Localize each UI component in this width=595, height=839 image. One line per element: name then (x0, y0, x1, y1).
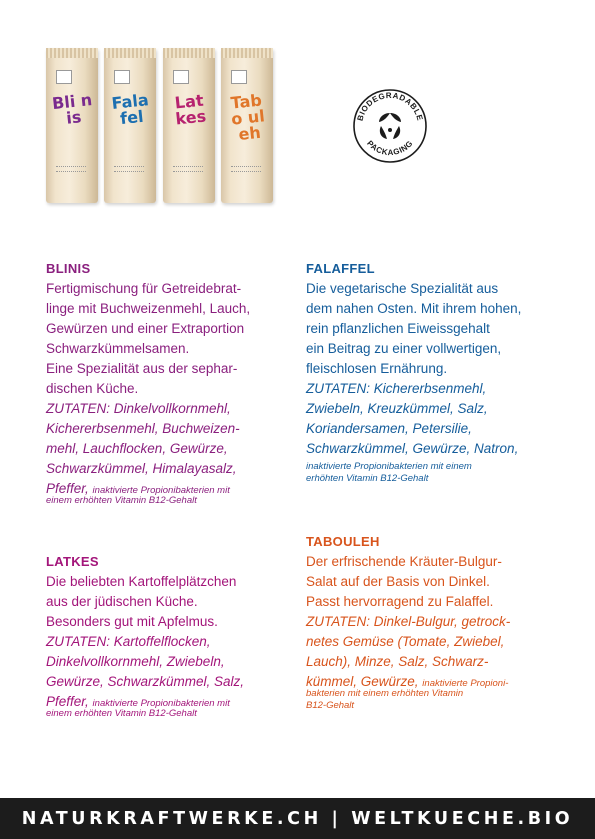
blinis-ingredients-line: ZUTATEN: Dinkelvollkornmehl, (46, 401, 231, 416)
blinis-last-ingredient: Pfeffer, (46, 481, 89, 496)
blinis-ingredients-line: mehl, Lauchflocken, Gewürze, (46, 441, 228, 456)
latkes-description-line: Die beliebten Kartoffelplätzchen (46, 574, 237, 589)
bag-crimp (163, 48, 215, 58)
falaffel-description-line: rein pflanzlichen Eiweissgehalt (306, 321, 490, 336)
brand-logo (114, 70, 130, 84)
bag-label: Lat kes (173, 90, 207, 129)
bag-label: Bli nis (51, 90, 94, 128)
footer-bar (0, 798, 595, 839)
tabouleh-last-ingredient: kümmel, Gewürze, (306, 674, 419, 689)
latkes-description-line: aus der jüdischen Küche. (46, 594, 198, 609)
latkes-vitamin-note: inaktivierte Propionibakterien mit (92, 698, 230, 709)
latkes-title: LATKES (46, 554, 99, 569)
falaffel-ingredients-line: ZUTATEN: Kichererbsenmehl, (306, 381, 487, 396)
tabouleh-ingredients-line: Lauch), Minze, Salz, Schwarz- (306, 654, 489, 669)
tabouleh-vitamin-note: B12-Gehalt (306, 700, 355, 711)
bag-info-text (231, 166, 261, 172)
brand-logo (173, 70, 189, 84)
tabouleh-description-line: Passt hervorragend zu Falaffel. (306, 594, 494, 609)
footer-websites: NATURKRAFTWERKE.CH | WELTKUECHE.BIO (21, 808, 574, 829)
tabouleh-section (306, 533, 556, 712)
badge-top-text: BIODEGRADABLE (355, 90, 425, 122)
blinis-title: BLINIS (46, 261, 91, 276)
latkes-description-line: Besonders gut mit Apfelmus. (46, 614, 218, 629)
bag-info-text (173, 166, 203, 172)
latkes-ingredients-line: Gewürze, Schwarzkümmel, Salz, (46, 674, 245, 689)
product-bag-tabouleh (221, 48, 273, 203)
latkes-last-ingredient: Pfeffer, (46, 694, 89, 709)
blinis-section (46, 260, 296, 507)
falaffel-ingredients-line: Zwiebeln, Kreuzkümmel, Salz, (306, 401, 488, 416)
tabouleh-ingredients-line: netes Gemüse (Tomate, Zwiebel, (306, 634, 505, 649)
brand-logo (56, 70, 72, 84)
blinis-description-line: Schwarzkümmelsamen. (46, 341, 190, 356)
tabouleh-description-line: Der erfrischende Kräuter-Bulgur- (306, 554, 502, 569)
latkes-ingredients-line: Dinkelvollkornmehl, Zwiebeln, (46, 654, 225, 669)
svg-text:BIODEGRADABLE (355, 91, 424, 122)
falaffel-description-line: fleischlosen Ernährung. (306, 361, 448, 376)
blinis-vitamin-note: inaktivierte Propionibakterien mit (92, 485, 230, 496)
falaffel-description-line: ein Beitrag zu einer vollwertigen, (306, 341, 502, 356)
tabouleh-vitamin-note: bakterien mit einem erhöhten Vitamin (306, 688, 464, 699)
falaffel-ingredients-line: Koriandersamen, Petersilie, (306, 421, 472, 436)
blinis-description-line: dischen Küche. (46, 381, 139, 396)
falaffel-title: FALAFFEL (306, 261, 375, 276)
falaffel-description-line: dem nahen Osten. Mit ihrem hohen, (306, 301, 522, 316)
bag-crimp (46, 48, 98, 58)
blinis-description-line: Eine Spezialität aus der sephar- (46, 361, 238, 376)
recycle-leaf-icon (379, 113, 401, 139)
blinis-description-line: linge mit Buchweizenmehl, Lauch, (46, 301, 251, 316)
product-bag-blinis (46, 48, 98, 203)
biodegradable-badge (352, 88, 428, 164)
badge-bottom-text: PACKAGING (365, 138, 415, 158)
brand-logo (231, 70, 247, 84)
product-bag-latkes (163, 48, 215, 203)
falaffel-vitamin-note: erhöhten Vitamin B12-Gehalt (306, 473, 429, 484)
bag-crimp (104, 48, 156, 58)
product-bag-falafel (104, 48, 156, 203)
falaffel-description-line: Die vegetarische Spezialität aus (306, 281, 499, 296)
blinis-vitamin-note: einem erhöhten Vitamin B12-Gehalt (46, 495, 197, 506)
bag-info-text (56, 166, 86, 172)
tabouleh-title: TABOULEH (306, 534, 380, 549)
tabouleh-description-line: Salat auf der Basis von Dinkel. (306, 574, 490, 589)
blinis-ingredients-line: Schwarzkümmel, Himalayasalz, (46, 461, 237, 476)
blinis-description-line: Gewürzen und einer Extraportion (46, 321, 245, 336)
bag-info-text (114, 166, 144, 172)
falaffel-vitamin-note: inaktivierte Propionibakterien mit einem (306, 461, 472, 472)
falaffel-section (306, 260, 556, 485)
bag-label: Fala fel (110, 90, 150, 129)
tabouleh-vitamin-note: inaktivierte Propioni- (422, 678, 509, 689)
latkes-vitamin-note: einem erhöhten Vitamin B12-Gehalt (46, 708, 197, 719)
blinis-ingredients-line: Kichererbsenmehl, Buchweizen- (46, 421, 240, 436)
latkes-ingredients-line: ZUTATEN: Kartoffelflocken, (46, 634, 211, 649)
falaffel-ingredients-line: Schwarzkümmel, Gewürze, Natron, (306, 441, 519, 456)
svg-text:PACKAGING (365, 139, 415, 157)
bag-label: Tabo uleh (229, 90, 266, 145)
bag-crimp (221, 48, 273, 58)
tabouleh-ingredients-line: ZUTATEN: Dinkel-Bulgur, getrock- (306, 614, 511, 629)
blinis-description-line: Fertigmischung für Getreidebrat- (46, 281, 242, 296)
latkes-section (46, 553, 296, 720)
